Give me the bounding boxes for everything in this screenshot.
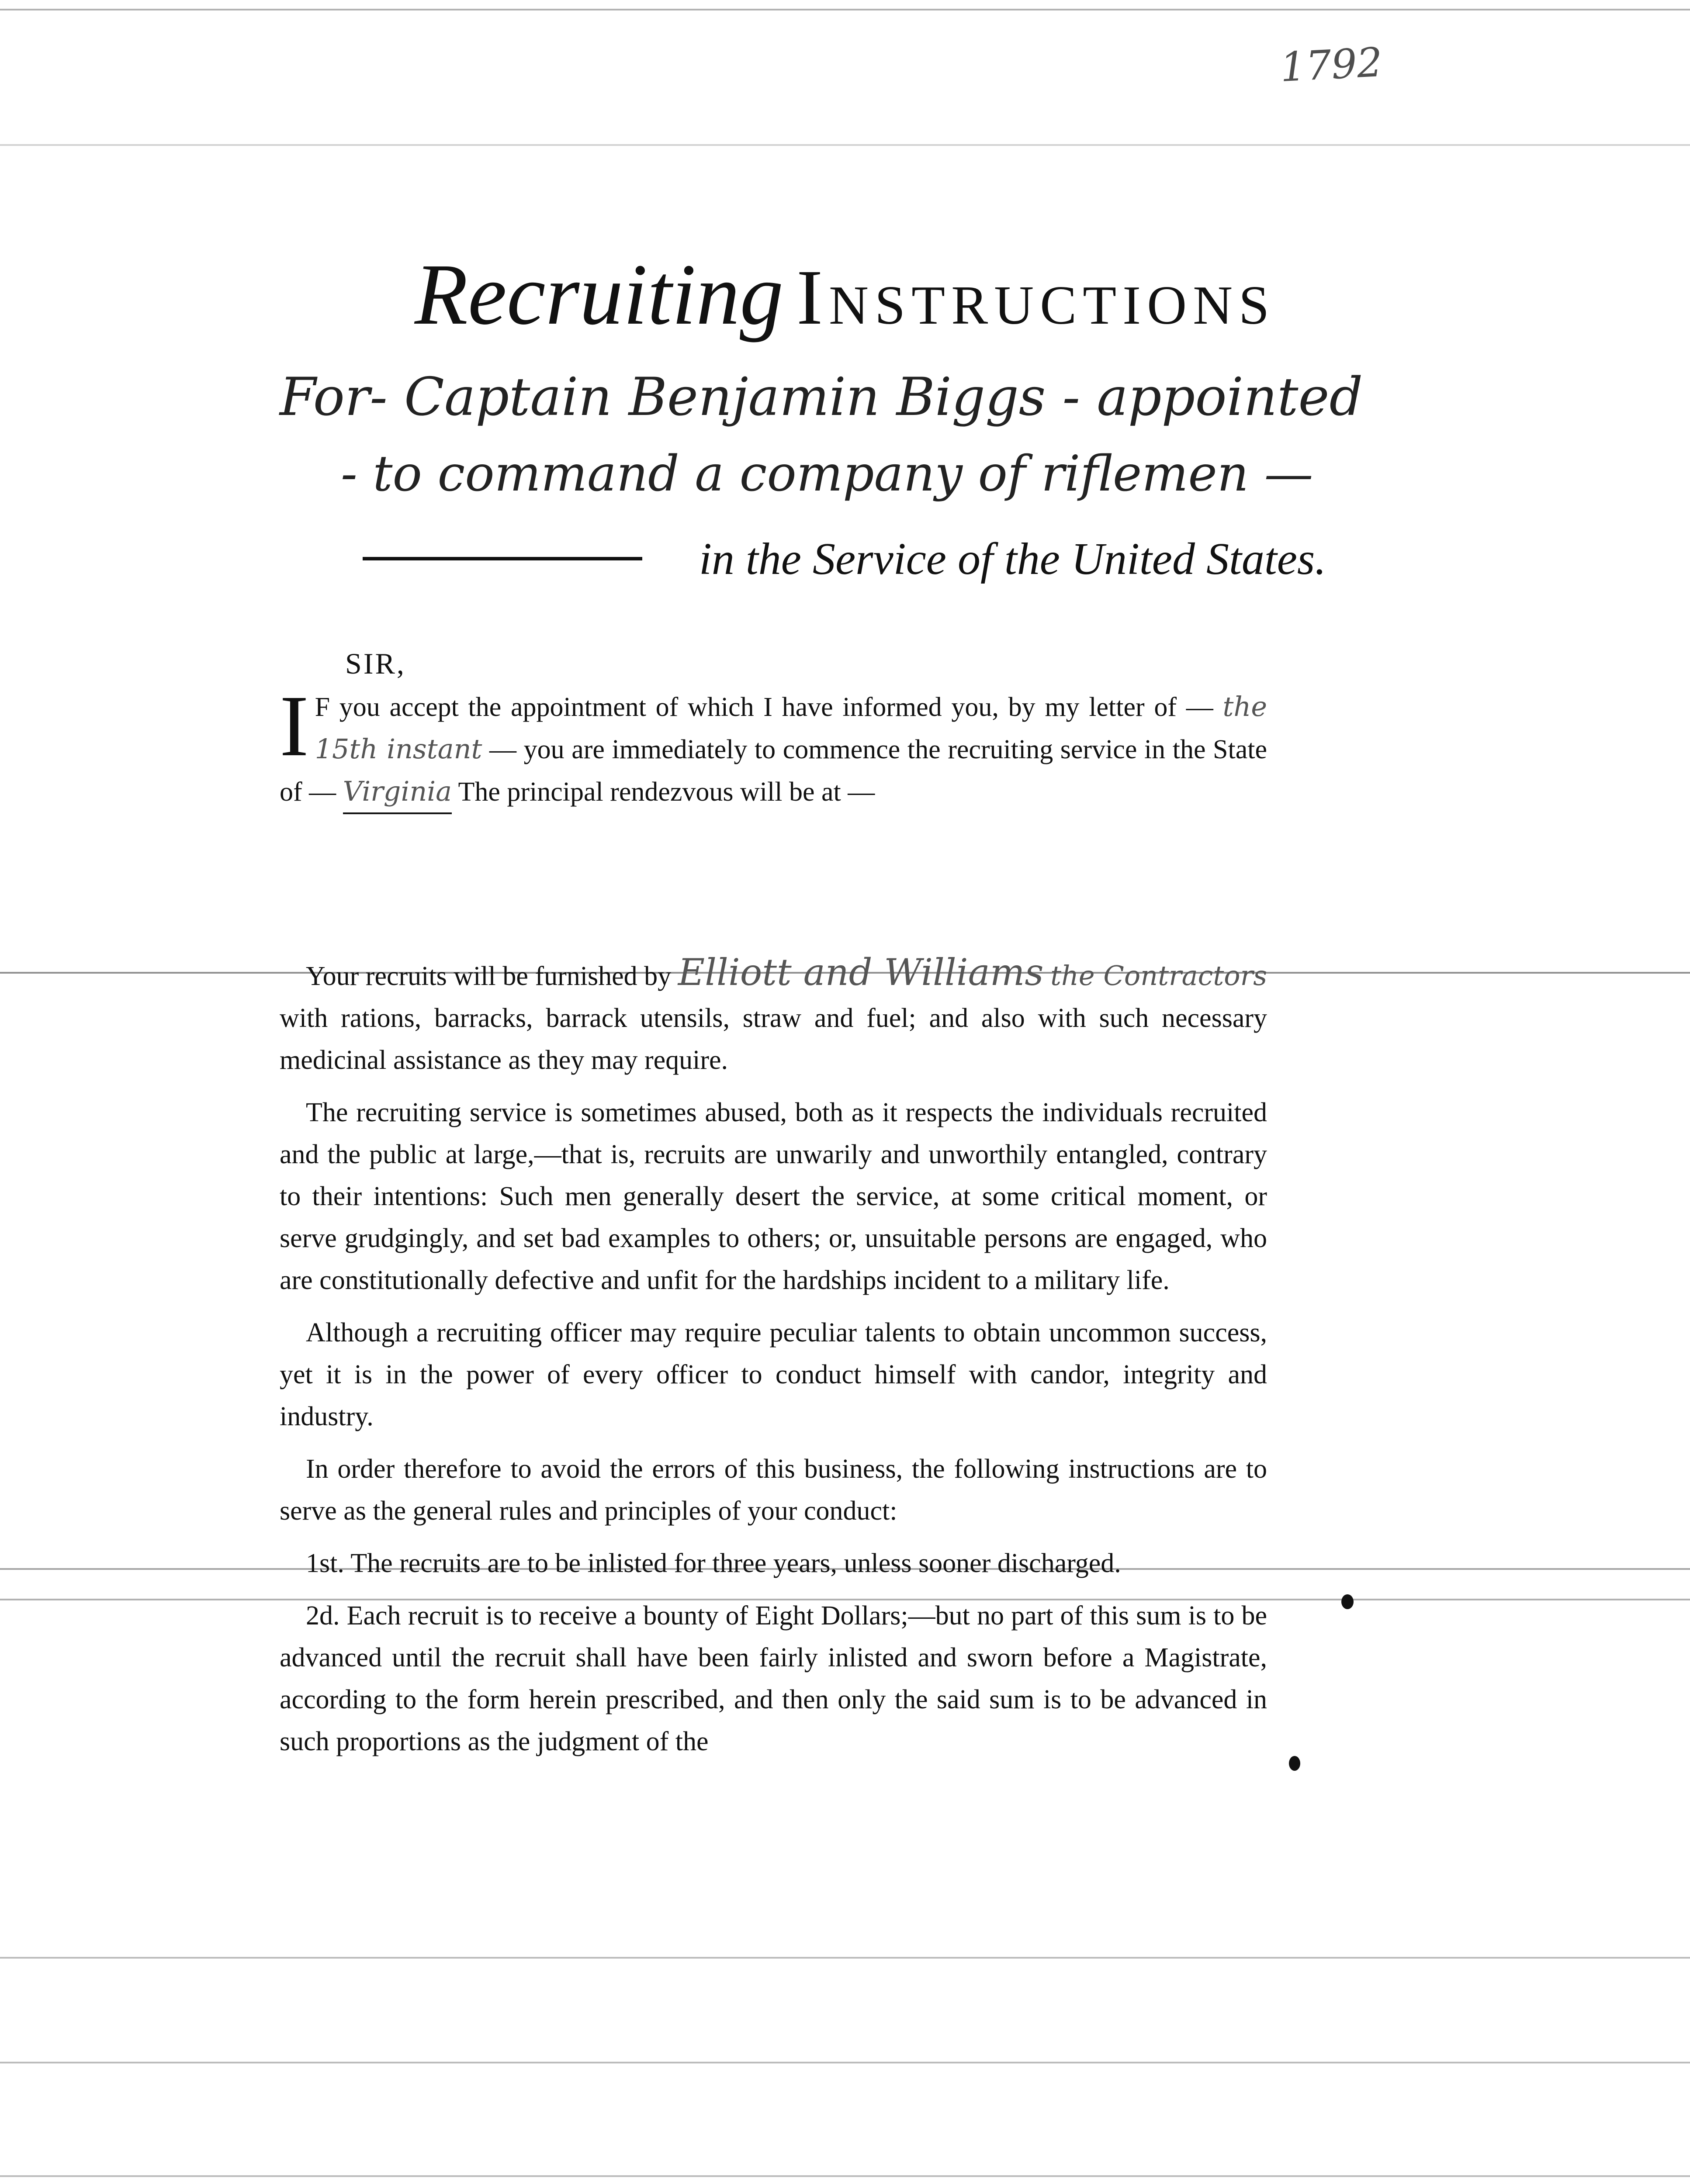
scan-line [0,144,1690,146]
paragraph-5: In order therefore to avoid the errors of this business, the following instructions are to serve as the general rules and principles of your conduct: [280,1454,1267,1526]
title-instructions: Instructions [797,254,1276,341]
paragraph-6: 1st. The recruits are to be inlisted for three years, unless sooner discharged. [306,1548,1121,1578]
drop-cap: I [280,678,309,774]
handwritten-company-line: - to command a company of riflemen — [341,446,1313,502]
paragraph-4: Although a recruiting officer may require peculiar talents to obtain uncommon success, yet it is in the power of every officer to conduct himself with candor, integrity and industry. [280,1318,1267,1431]
p1-text-c: The principal rendezvous will be at — [458,777,875,807]
ink-blot [1341,1594,1354,1609]
paragraph-3: The recruiting service is sometimes abused, both as it respects the individuals recruited and the public at large,—that is, recruits are unwarily and unworthily entangled, contrary to their intentions: Such men generally desert the service, at some critical moment, or serve grudgingly, and set bad examples to others; or, unsuitable persons are engaged, who are constitutionally defective and unfit for the hardships incident to a military life. [280,1098,1267,1295]
handwritten-captain-line: For- Captain Benjamin Biggs - appointed [280,367,1363,428]
p1-text-a: F you accept the appointment of which I have informed you, by my letter of — [315,692,1213,722]
blank-rule [363,557,642,560]
document-title [0,245,1690,345]
instructions-body [280,678,1268,1773]
p1-text-b: — you are immediately to commence the recruiting service in the State of — [280,735,1268,807]
paragraph-2 [280,951,1267,1081]
rendezvous-blank [280,825,1267,951]
handwritten-date: 1792 [1279,38,1384,91]
scan-line [0,2062,1690,2063]
scan-line [0,1957,1690,1959]
paragraph-1 [280,678,1268,814]
service-line: in the Service of the United States. [699,534,1326,584]
p1-handwritten-date: the 15th instant [315,691,1268,765]
ink-blot [1289,1756,1300,1771]
p2-text-b: with rations, barracks, barrack utensils, straw and fuel; and also with such necessary medicinal assistance as they may require. [280,1003,1267,1075]
scan-line [0,9,1690,10]
paragraph-7: 2d. Each recruit is to receive a bounty of Eight Dollars;—but no part of this sum is to be advanced until the recruit shall have been fairly inlisted and sworn before a Magistrate, according to the form herein prescribed, and then only the said sum is to be advanced in such proportions as the judgment of the [280,1601,1267,1756]
title-recruiting: Recruiting [414,246,784,343]
p1-handwritten-state: Virginia [343,771,452,814]
p2-handwritten-contractors: Elliott and Williams [678,951,1044,994]
p2-text-a: Your recruits will be furnished by [306,961,672,991]
p2-handwritten-the-contractors: the Contractors [1050,960,1268,992]
salutation: SIR, [345,647,406,680]
scan-line [0,2175,1690,2177]
